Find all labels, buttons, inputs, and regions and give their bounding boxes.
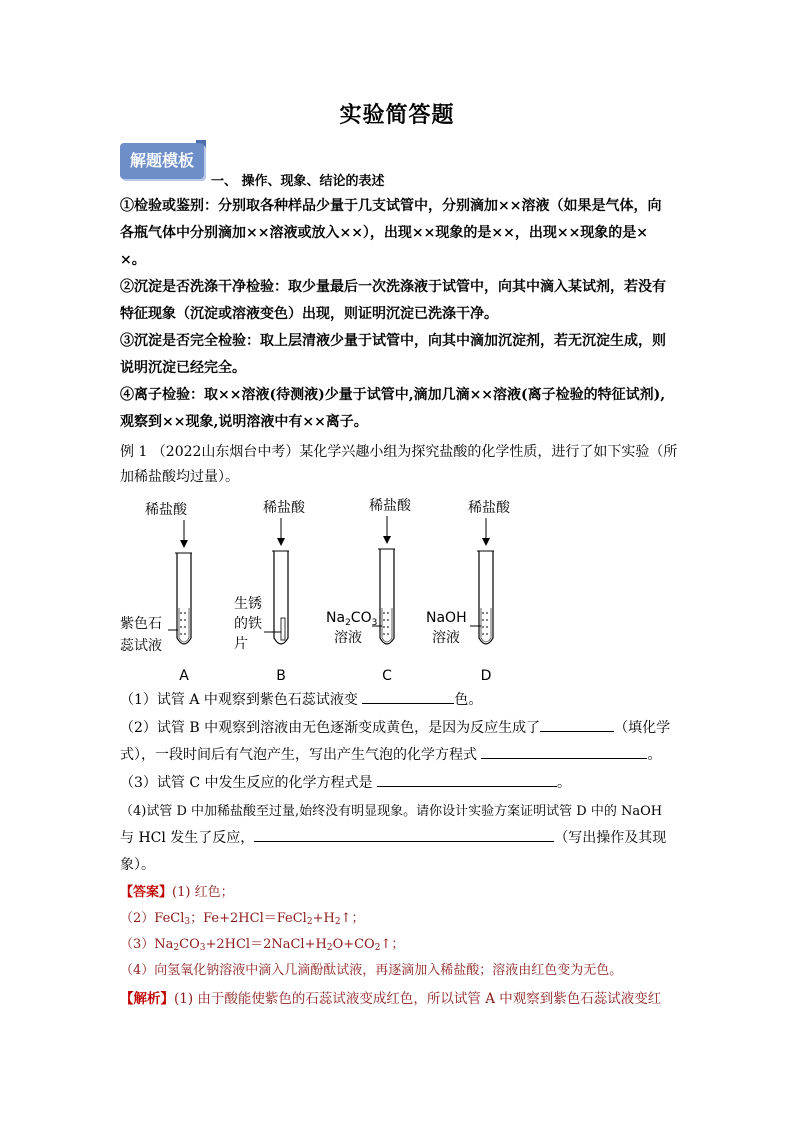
label-d-line1: NaOH <box>426 610 467 626</box>
tube-letter-b: B <box>276 668 286 684</box>
label-b-line3: 片 <box>234 636 248 652</box>
template-line: ③沉淀是否完全检验：取上层清液少量于试管中，向其中滴加沉淀剂，若无沉淀生成，则 <box>120 333 666 349</box>
template-line: ×。 <box>120 252 146 268</box>
example-line: 加稀盐酸均过量）。 <box>120 469 239 485</box>
test-tube-figure <box>110 490 550 690</box>
template-line: 特征现象（沉淀或溶液变色）出现，则证明沉淀已洗涤干净。 <box>120 306 498 322</box>
answer-blank <box>362 689 454 704</box>
test-tube-a <box>168 553 192 644</box>
answer-2: （2）FeCl$_3$；$Fe+2HCl=FeCl_2+H_2↑$； <box>120 911 365 927</box>
question-4: （4)试管 D 中加稀盐酸至过量,始终没有明显现象。请你设计实验方案证明试管 D 中的 NaOH <box>120 804 663 819</box>
template-line: ②沉淀是否洗涤干净检验：取少量最后一次洗涤液于试管中，向其中滴入某试剂，若没有 <box>120 279 666 295</box>
template-line: ④离子检验：取××溶液(待测液)少量于试管中,滴加几滴××溶液(离子检验的特征试剂), <box>120 387 666 403</box>
question-4-cont: 与 HCl 发生了反应， （写出操作及其现 <box>120 825 680 852</box>
answer-blank <box>540 717 614 732</box>
answer-blank <box>254 827 554 842</box>
example-line: 例 1 （2022山东烟台中考）某化学兴趣小组为探究盐酸的化学性质，进行了如下实验（所 <box>120 444 678 460</box>
analysis-tag: 【解析】 <box>120 991 174 1007</box>
template-line: 各瓶气体中分别滴加××溶液或放入××），出现××现象的是××，出现××现象的是× <box>120 225 649 241</box>
answer-1: 【答案】(1) 红色； <box>120 885 234 900</box>
label-b-line2: 的铁 <box>234 616 262 632</box>
question-1: （1）试管 A 中观察到紫色石蕊试液变 色。 <box>120 687 680 714</box>
question-4-end: 象）。 <box>120 857 155 873</box>
template-line: 观察到××现象,说明溶液中有××离子。 <box>120 414 368 430</box>
label-d-line2: 溶液 <box>432 630 460 646</box>
acid-label-a: 稀盐酸 <box>145 502 187 518</box>
acid-label-b: 稀盐酸 <box>263 500 305 516</box>
test-tube-d <box>470 551 494 644</box>
test-tube-b <box>264 551 289 644</box>
tube-letter-c: C <box>382 668 392 684</box>
label-a-line2: 蕊试液 <box>120 638 162 654</box>
tube-letter-d: D <box>480 668 492 684</box>
answer-blank <box>377 772 557 787</box>
label-a-line1: 紫色石 <box>120 616 162 632</box>
question-3: （3）试管 C 中发生反应的化学方程式是 。 <box>120 770 680 797</box>
answer-blank <box>481 744 647 759</box>
tube-letter-a: A <box>179 668 189 684</box>
analysis-line: 【解析】(1) 由于酸能使紫色的石蕊试液变成红色，所以试管 A 中观察到紫色石蕊试液变红 <box>120 991 662 1007</box>
answer-3: $(3)Na_2CO_3+2HCl=2NaCl+H_2O+CO_2↑$； <box>120 937 405 953</box>
acid-label-c: 稀盐酸 <box>369 498 411 514</box>
template-line: 说明沉淀已经完全。 <box>120 360 246 376</box>
label-b-line1: 生锈 <box>234 596 262 612</box>
label-c-line2: 溶液 <box>334 630 362 646</box>
answer-4: （4）向氢氧化钠溶液中滴入几滴酚酞试液，再逐滴加入稀盐酸；溶液由红色变为无色。 <box>120 963 623 978</box>
question-2-cont: 式），一段时间后有气泡产生，写出产生气泡的化学方程式 。 <box>120 742 680 769</box>
label-c-formula: $Na_2CO_3$ <box>326 610 378 628</box>
answer-tag: 【答案】 <box>120 885 173 900</box>
question-2: （2）试管 B 中观察到溶液由无色逐渐变成黄色，是因为反应生成了 （填化学 <box>120 715 680 742</box>
template-line: ①检验或鉴别：分别取各种样品少量于几支试管中，分别滴加××溶液（如果是气体，向 <box>120 198 662 214</box>
page-title: 实验简答题 <box>339 102 455 128</box>
template-badge: 解题模板 <box>120 143 204 179</box>
acid-label-d: 稀盐酸 <box>468 500 510 516</box>
test-tube-c <box>372 549 395 644</box>
section-heading: 一、 操作、现象、结论的表述 <box>211 174 385 189</box>
